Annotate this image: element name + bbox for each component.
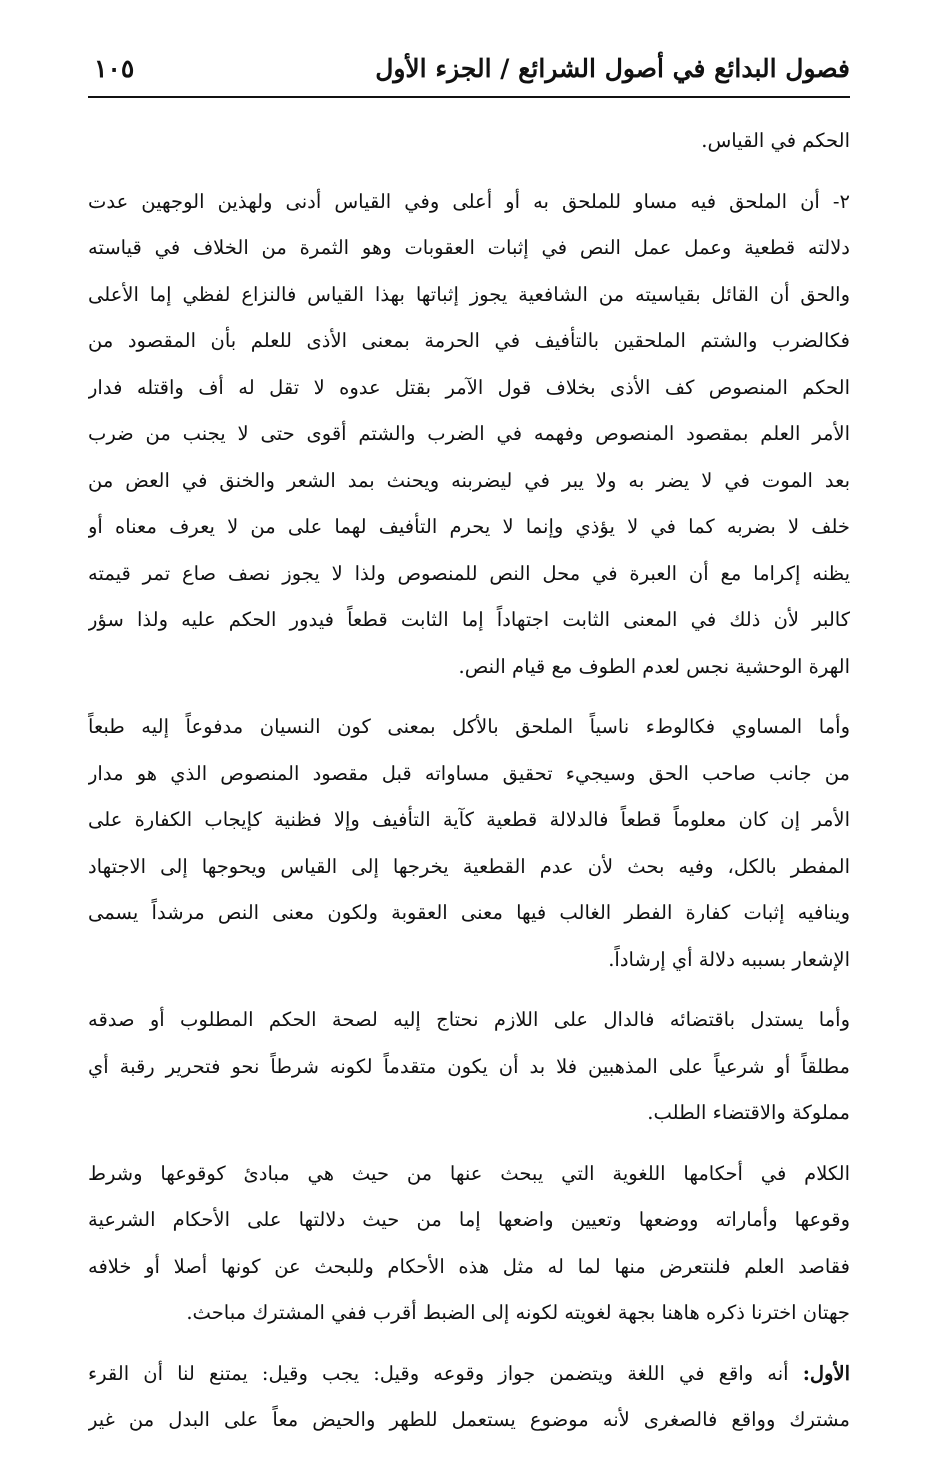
text-line: جهتان اخترنا ذكره هاهنا بجهة لغويته لكونه إلى الضبط أقرب ففي المشترك مباحث.: [186, 1301, 850, 1324]
text-line: بعد الموت في لا يضر به ولا يبر في ليضربنه ويحنث بمد الشعر والخنق في العض من: [88, 468, 850, 492]
text-line: مطلقاً أو شرعياً على المذهبين فلا بد أن يكون متقدماً لكونه شرطاً نحو فتحرير رقبة أي: [88, 1054, 850, 1078]
body-text: [88, 118, 850, 1458]
text-line: وينافيه إثبات كفارة الفطر الغالب فيها معنى العقوبة ولكون معنى النص مرشداً يسمى: [88, 901, 850, 924]
text-line: كالبر لأن ذلك في المعنى الثابت اجتهاداً إما الثابت قطعاً فيدور الحكم عليه ولذا سؤر: [88, 608, 850, 631]
paragraph-4: [88, 997, 850, 1137]
text-line: من جانب صاحب الحق وسيجيء تحقيق مساواته قبل مقصود المنصوص الذي هو مدار: [88, 761, 850, 785]
text-line-body: أنه واقع في اللغة ويتضمن جواز وقوعه وقيل: يجب وقيل: يمتنع لنا أن القرء: [88, 1361, 789, 1385]
running-title: فصول البدائع في أصول الشرائع / الجزء الأول: [375, 54, 850, 83]
text-line: الهرة الوحشية نجس لعدم الطوف مع قيام النص.: [458, 654, 850, 678]
paragraph-3: [88, 704, 850, 983]
text-line: والحق أن القائل بقياسيته من الشافعية يجوز إثباتها بهذا القياس فالنزاع لفظي إما الأعلى: [88, 282, 850, 306]
text-line: مشترك وواقع فالصغرى لأنه موضوع يستعمل للطهر والحيض معاً على البدل من غير: [88, 1408, 850, 1431]
text-line: الكلام في أحكامها اللغوية التي يبحث عنها من حيث هي مبادئ كوقوعها وشرط: [88, 1161, 850, 1185]
text-line: الحكم في القياس.: [701, 129, 850, 152]
text-line: ٢- أن الملحق فيه مساو للملحق به أو أعلى وفي القياس أدنى ولهذين الوجهين عدت: [88, 189, 850, 213]
text-line: الإشعار بسببه دلالة أي إرشاداً.: [608, 947, 850, 971]
paragraph-2: [88, 179, 850, 691]
text-line: دلالته قطعية وعمل عمل النص في إثبات العقوبات وهو الثمرة من الخلاف في قياسته: [88, 236, 850, 259]
header-rule: [88, 96, 850, 98]
text-line: الحكم المنصوص كف الأذى بخلاف قول الآمر بقتل عدوه لا تقل له أف واقتله فدار: [88, 375, 850, 399]
page-header: [88, 52, 850, 98]
text-line: وأما يستدل باقتضائه فالدال على اللازم نحتاج إليه لصحة الحكم المطلوب أو صدقه: [88, 1008, 850, 1031]
text-line: الأمر إن كان معلوماً قطعاً فالدلالة قطعية كآية التأفيف وإلا فظنية كإيجاب الكفارة على: [88, 808, 850, 831]
text-line: فكالضرب والشتم الملحقين بالتأفيف في الحرمة بمعنى الأذى للعلم بأن المقصود من: [88, 329, 850, 352]
paragraph-1: [88, 118, 850, 165]
text-line: خلف لا بضربه كما في لا يؤذي وإنما لا يحرم التأفيف لهما على من لا يعرف معناه أو: [88, 515, 850, 538]
paragraph-5: [88, 1151, 850, 1337]
page-number: ١٠٥: [94, 54, 135, 83]
text-line: فقاصد العلم فلنتعرض منها لما له مثل هذه الأحكام وللبحث عن كونها أصلا أو خلافه: [88, 1254, 850, 1278]
paragraph-lead: الأول:: [802, 1361, 850, 1385]
text-line: [88, 1351, 850, 1398]
text-line: يظنه إكراما مع أن العبرة في محل النص للمنصوص ولذا لا يجوز نصف صاع تمر قيمته: [88, 561, 850, 585]
text-line: وأما المساوي فكالوطء ناسياً الملحق بالأكل بمعنى كون النسيان مدفوعاً إليه طبعاً: [88, 715, 850, 738]
paragraph-6: [88, 1351, 850, 1444]
text-line: المفطر بالكل، وفيه بحث لأن عدم القطعية يخرجها إلى القياس ويحوجها إلى الاجتهاد: [88, 854, 850, 878]
text-line: الأمر العلم بمقصود المنصوص وفهمه في الضرب والشتم أقوى حتى لا يجنب من ضرب: [88, 422, 850, 445]
text-line: وقوعها وأماراته ووضعها وتعيين واضعها إما من حيث دلالتها على الأحكام الشرعية: [88, 1208, 850, 1231]
text-line: مملوكة والاقتضاء الطلب.: [647, 1101, 850, 1124]
